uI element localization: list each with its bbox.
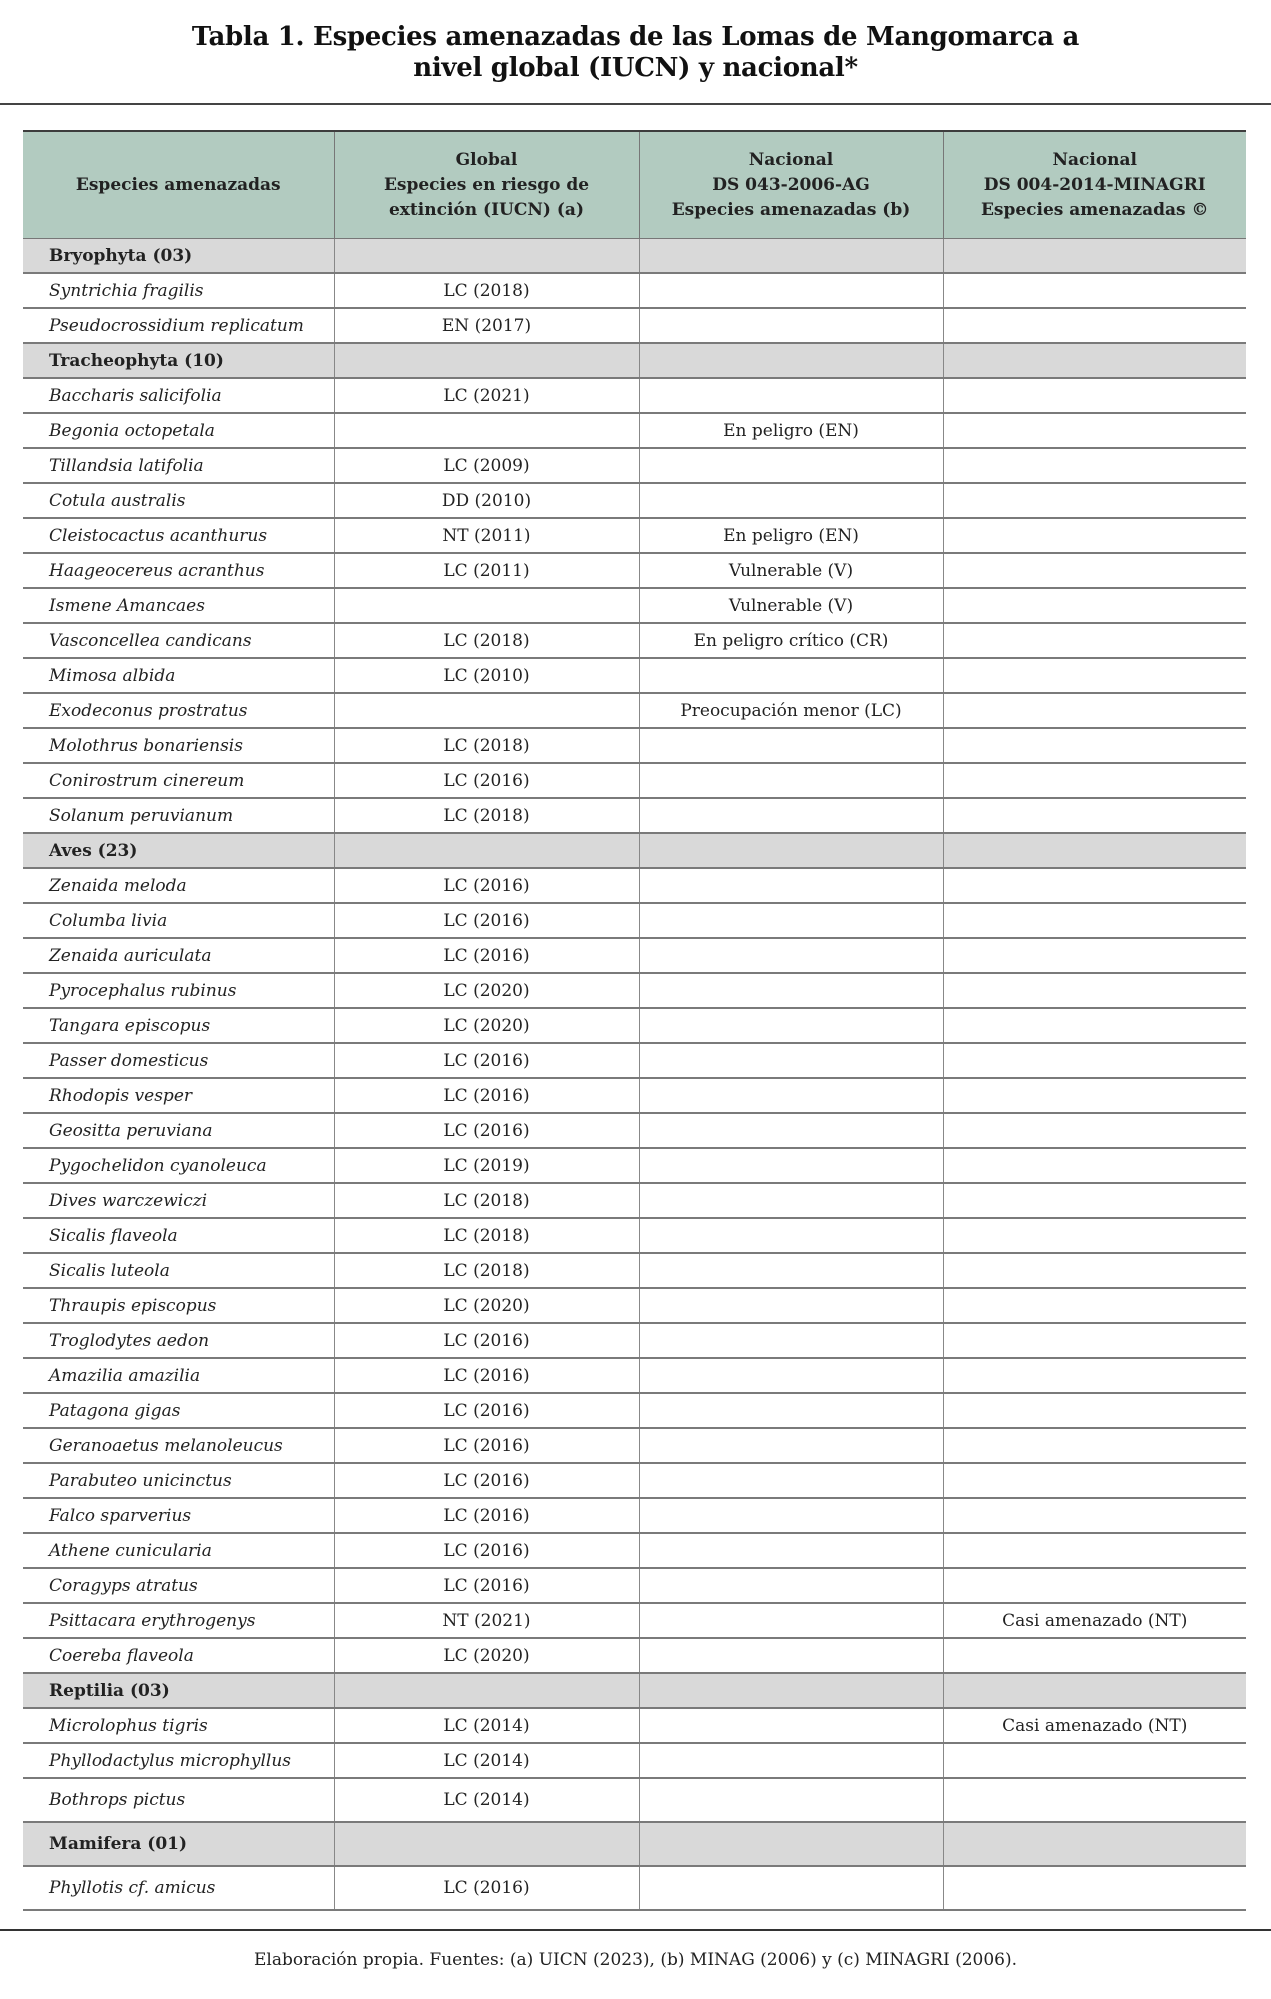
national-ds043-cell [639,763,943,798]
source-footnote: Elaboración propia. Fuentes: (a) UICN (2023), (b) MINAG (2006) y (c) MINAGRI (2006). [253,1950,1018,1970]
global-iucn-cell: LC (2018) [334,1183,639,1218]
national-ds004-cell [943,1008,1246,1043]
national-ds004-cell [943,1183,1246,1218]
table-row [23,378,1246,413]
national-ds043-cell: En peligro (EN) [639,413,943,448]
table-row [23,273,1246,308]
species-name-cell: Geranoaetus melanoleucus [23,1428,334,1463]
header-global-iucn: Global Especies en riesgo de extinción (IUCN) (a) [334,131,639,239]
global-iucn-cell [334,1822,639,1866]
global-iucn-cell: LC (2016) [334,868,639,903]
national-ds043-cell [639,1288,943,1323]
national-ds004-cell [943,833,1246,868]
national-ds004-cell [943,623,1246,658]
global-iucn-cell: DD (2010) [334,483,639,518]
table-row [23,1638,1246,1673]
global-iucn-cell: LC (2018) [334,1218,639,1253]
table-row [23,658,1246,693]
global-iucn-cell [334,833,639,868]
table-row [23,518,1246,553]
national-ds043-cell: En peligro (EN) [639,518,943,553]
species-name-cell: Mimosa albida [23,658,334,693]
national-ds043-cell [639,1078,943,1113]
table-row [23,938,1246,973]
national-ds004-cell [943,1463,1246,1498]
table-row [23,448,1246,483]
section-label: Reptilia (03) [23,1673,334,1708]
national-ds043-cell [639,1603,943,1638]
national-ds043-cell [639,1822,943,1866]
table-row [23,1778,1246,1822]
global-iucn-cell: LC (2018) [334,798,639,833]
national-ds004-cell [943,1078,1246,1113]
national-ds004-cell [943,1568,1246,1603]
species-name-cell: Troglodytes aedon [23,1323,334,1358]
global-iucn-cell: LC (2016) [334,1866,639,1910]
species-name-cell: Zenaida auriculata [23,938,334,973]
section-header-row [23,239,1246,274]
table-row [23,1866,1246,1910]
national-ds004-cell [943,1218,1246,1253]
species-name-cell: Conirostrum cinereum [23,763,334,798]
global-iucn-cell: LC (2018) [334,273,639,308]
table-row [23,1253,1246,1288]
national-ds043-cell [639,1498,943,1533]
table-row [23,1218,1246,1253]
national-ds043-cell [639,1393,943,1428]
species-name-cell: Exodeconus prostratus [23,693,334,728]
global-iucn-cell: NT (2011) [334,518,639,553]
national-ds043-cell [639,483,943,518]
species-name-cell: Pyrocephalus rubinus [23,973,334,1008]
national-ds043-cell [639,239,943,274]
national-ds043-cell: Preocupación menor (LC) [639,693,943,728]
national-ds043-cell [639,448,943,483]
national-ds043-cell [639,1743,943,1778]
national-ds043-cell [639,1358,943,1393]
global-iucn-cell: LC (2016) [334,1078,639,1113]
table-row [23,1568,1246,1603]
species-name-cell: Ismene Amancaes [23,588,334,623]
table-row [23,868,1246,903]
table-row [23,1463,1246,1498]
national-ds043-cell [639,1533,943,1568]
global-iucn-cell: LC (2016) [334,1113,639,1148]
section-header-row [23,1673,1246,1708]
national-ds043-cell [639,1866,943,1910]
global-iucn-cell [334,413,639,448]
national-ds004-cell [943,658,1246,693]
national-ds004-cell [943,343,1246,378]
global-iucn-cell: LC (2020) [334,1638,639,1673]
national-ds043-cell [639,868,943,903]
section-label: Mamifera (01) [23,1822,334,1866]
table-row [23,1113,1246,1148]
species-name-cell: Zenaida meloda [23,868,334,903]
species-name-cell: Psittacara erythrogenys [23,1603,334,1638]
national-ds004-cell [943,413,1246,448]
national-ds043-cell [639,1253,943,1288]
national-ds004-cell [943,1358,1246,1393]
table-row [23,1148,1246,1183]
table-title-line-2: nivel global (IUCN) y nacional* [413,53,858,83]
species-name-cell: Vasconcellea candicans [23,623,334,658]
table-row [23,1043,1246,1078]
species-name-cell: Rhodopis vesper [23,1078,334,1113]
table-row [23,903,1246,938]
species-name-cell: Patagona gigas [23,1393,334,1428]
national-ds004-cell [943,938,1246,973]
species-name-cell: Phyllodactylus microphyllus [23,1743,334,1778]
national-ds043-cell [639,1568,943,1603]
table-row [23,1498,1246,1533]
national-ds043-cell [639,1463,943,1498]
national-ds043-cell [639,1148,943,1183]
table-row [23,763,1246,798]
table-title [0,22,1271,84]
national-ds004-cell [943,868,1246,903]
global-iucn-cell: LC (2014) [334,1743,639,1778]
national-ds043-cell [639,728,943,763]
table-row [23,1603,1246,1638]
table-body [23,239,1246,1911]
global-iucn-cell: LC (2016) [334,1533,639,1568]
national-ds004-cell [943,1498,1246,1533]
species-name-cell: Geositta peruviana [23,1113,334,1148]
section-header-row [23,343,1246,378]
global-iucn-cell: LC (2018) [334,1253,639,1288]
global-iucn-cell: LC (2020) [334,973,639,1008]
national-ds043-cell [639,1708,943,1743]
national-ds004-cell [943,483,1246,518]
table-row [23,588,1246,623]
global-iucn-cell: LC (2016) [334,1043,639,1078]
header-national-ds043: Nacional DS 043-2006-AG Especies amenazadas (b) [639,131,943,239]
global-iucn-cell: LC (2016) [334,903,639,938]
national-ds004-cell [943,518,1246,553]
national-ds043-cell [639,1638,943,1673]
national-ds004-cell [943,588,1246,623]
table-row [23,1288,1246,1323]
section-label: Aves (23) [23,833,334,868]
section-label: Bryophyta (03) [23,239,334,274]
species-name-cell: Passer domesticus [23,1043,334,1078]
national-ds043-cell [639,1043,943,1078]
global-iucn-cell: LC (2011) [334,553,639,588]
bottom-horizontal-rule [0,1929,1271,1931]
global-iucn-cell: LC (2016) [334,938,639,973]
global-iucn-cell: LC (2016) [334,763,639,798]
species-name-cell: Cleistocactus acanthurus [23,518,334,553]
table-row [23,1183,1246,1218]
national-ds043-cell [639,1008,943,1043]
species-name-cell: Pseudocrossidium replicatum [23,308,334,343]
global-iucn-cell [334,693,639,728]
threatened-species-table [23,130,1246,1911]
national-ds004-cell [943,553,1246,588]
species-name-cell: Parabuteo unicinctus [23,1463,334,1498]
table-row [23,693,1246,728]
global-iucn-cell: LC (2016) [334,1463,639,1498]
species-name-cell: Tangara episcopus [23,1008,334,1043]
section-label: Tracheophyta (10) [23,343,334,378]
national-ds004-cell [943,1673,1246,1708]
global-iucn-cell: LC (2014) [334,1708,639,1743]
national-ds043-cell [639,1323,943,1358]
national-ds004-cell [943,728,1246,763]
national-ds004-cell [943,1533,1246,1568]
global-iucn-cell: NT (2021) [334,1603,639,1638]
table-row [23,413,1246,448]
national-ds004-cell [943,693,1246,728]
species-name-cell: Syntrichia fragilis [23,273,334,308]
global-iucn-cell: LC (2016) [334,1568,639,1603]
table-row [23,1743,1246,1778]
species-name-cell: Sicalis luteola [23,1253,334,1288]
national-ds004-cell [943,763,1246,798]
table-row [23,798,1246,833]
species-name-cell: Phyllotis cf. amicus [23,1866,334,1910]
species-name-cell: Coragyps atratus [23,1568,334,1603]
national-ds043-cell [639,1113,943,1148]
national-ds043-cell [639,903,943,938]
national-ds043-cell [639,833,943,868]
table-row [23,1078,1246,1113]
table-row [23,483,1246,518]
national-ds004-cell [943,1778,1246,1822]
national-ds004-cell [943,308,1246,343]
national-ds004-cell [943,1043,1246,1078]
national-ds004-cell [943,1253,1246,1288]
species-name-cell: Falco sparverius [23,1498,334,1533]
table-row [23,1428,1246,1463]
table-row [23,973,1246,1008]
section-header-row [23,1822,1246,1866]
national-ds004-cell [943,1288,1246,1323]
national-ds004-cell [943,1113,1246,1148]
national-ds004-cell [943,378,1246,413]
species-name-cell: Molothrus bonariensis [23,728,334,763]
national-ds043-cell [639,973,943,1008]
species-name-cell: Sicalis flaveola [23,1218,334,1253]
national-ds043-cell [639,1778,943,1822]
national-ds004-cell [943,973,1246,1008]
national-ds004-cell [943,1393,1246,1428]
species-name-cell: Pygochelidon cyanoleuca [23,1148,334,1183]
species-name-cell: Solanum peruvianum [23,798,334,833]
species-name-cell: Cotula australis [23,483,334,518]
national-ds004-cell [943,1866,1246,1910]
species-name-cell: Haageocereus acranthus [23,553,334,588]
table-row [23,623,1246,658]
national-ds043-cell [639,1428,943,1463]
national-ds043-cell [639,798,943,833]
national-ds043-cell [639,1183,943,1218]
national-ds004-cell [943,239,1246,274]
table-row [23,1533,1246,1568]
global-iucn-cell [334,343,639,378]
global-iucn-cell: LC (2010) [334,658,639,693]
table-row [23,1708,1246,1743]
species-name-cell: Baccharis salicifolia [23,378,334,413]
national-ds043-cell [639,308,943,343]
table-header-row [23,131,1246,239]
national-ds043-cell [639,273,943,308]
global-iucn-cell [334,588,639,623]
header-species: Especies amenazadas [23,131,334,239]
species-name-cell: Amazilia amazilia [23,1358,334,1393]
table-row [23,1393,1246,1428]
global-iucn-cell: LC (2016) [334,1323,639,1358]
table-row [23,728,1246,763]
section-header-row [23,833,1246,868]
national-ds043-cell [639,1218,943,1253]
global-iucn-cell: LC (2019) [334,1148,639,1183]
global-iucn-cell: LC (2020) [334,1288,639,1323]
species-name-cell: Microlophus tigris [23,1708,334,1743]
species-name-cell: Tillandsia latifolia [23,448,334,483]
table-row [23,1358,1246,1393]
national-ds004-cell: Casi amenazado (NT) [943,1603,1246,1638]
header-national-ds004: Nacional DS 004-2014-MINAGRI Especies amenazadas © [943,131,1246,239]
top-horizontal-rule [0,103,1271,105]
species-name-cell: Bothrops pictus [23,1778,334,1822]
global-iucn-cell: LC (2016) [334,1393,639,1428]
global-iucn-cell: LC (2018) [334,623,639,658]
global-iucn-cell: LC (2016) [334,1498,639,1533]
national-ds004-cell [943,1148,1246,1183]
global-iucn-cell [334,239,639,274]
national-ds004-cell [943,1323,1246,1358]
table-title-line-1: Tabla 1. Especies amenazadas de las Lomas de Mangomarca a [191,22,1080,52]
national-ds004-cell [943,1743,1246,1778]
global-iucn-cell: LC (2016) [334,1358,639,1393]
national-ds043-cell: Vulnerable (V) [639,588,943,623]
national-ds043-cell [639,1673,943,1708]
global-iucn-cell: LC (2021) [334,378,639,413]
national-ds004-cell [943,903,1246,938]
national-ds004-cell [943,273,1246,308]
species-name-cell: Columba livia [23,903,334,938]
species-name-cell: Dives warczewiczi [23,1183,334,1218]
national-ds043-cell [639,378,943,413]
national-ds004-cell [943,1428,1246,1463]
table-row [23,553,1246,588]
national-ds004-cell [943,1638,1246,1673]
table-row [23,1323,1246,1358]
species-name-cell: Begonia octopetala [23,413,334,448]
global-iucn-cell [334,1673,639,1708]
national-ds004-cell [943,1822,1246,1866]
national-ds004-cell [943,798,1246,833]
national-ds043-cell [639,658,943,693]
national-ds043-cell [639,938,943,973]
species-name-cell: Coereba flaveola [23,1638,334,1673]
national-ds043-cell: Vulnerable (V) [639,553,943,588]
global-iucn-cell: LC (2014) [334,1778,639,1822]
national-ds004-cell [943,448,1246,483]
global-iucn-cell: LC (2020) [334,1008,639,1043]
table-row [23,308,1246,343]
species-name-cell: Athene cunicularia [23,1533,334,1568]
national-ds004-cell: Casi amenazado (NT) [943,1708,1246,1743]
global-iucn-cell: LC (2016) [334,1428,639,1463]
national-ds043-cell: En peligro crítico (CR) [639,623,943,658]
global-iucn-cell: LC (2009) [334,448,639,483]
global-iucn-cell: LC (2018) [334,728,639,763]
national-ds043-cell [639,343,943,378]
global-iucn-cell: EN (2017) [334,308,639,343]
species-name-cell: Thraupis episcopus [23,1288,334,1323]
table-row [23,1008,1246,1043]
